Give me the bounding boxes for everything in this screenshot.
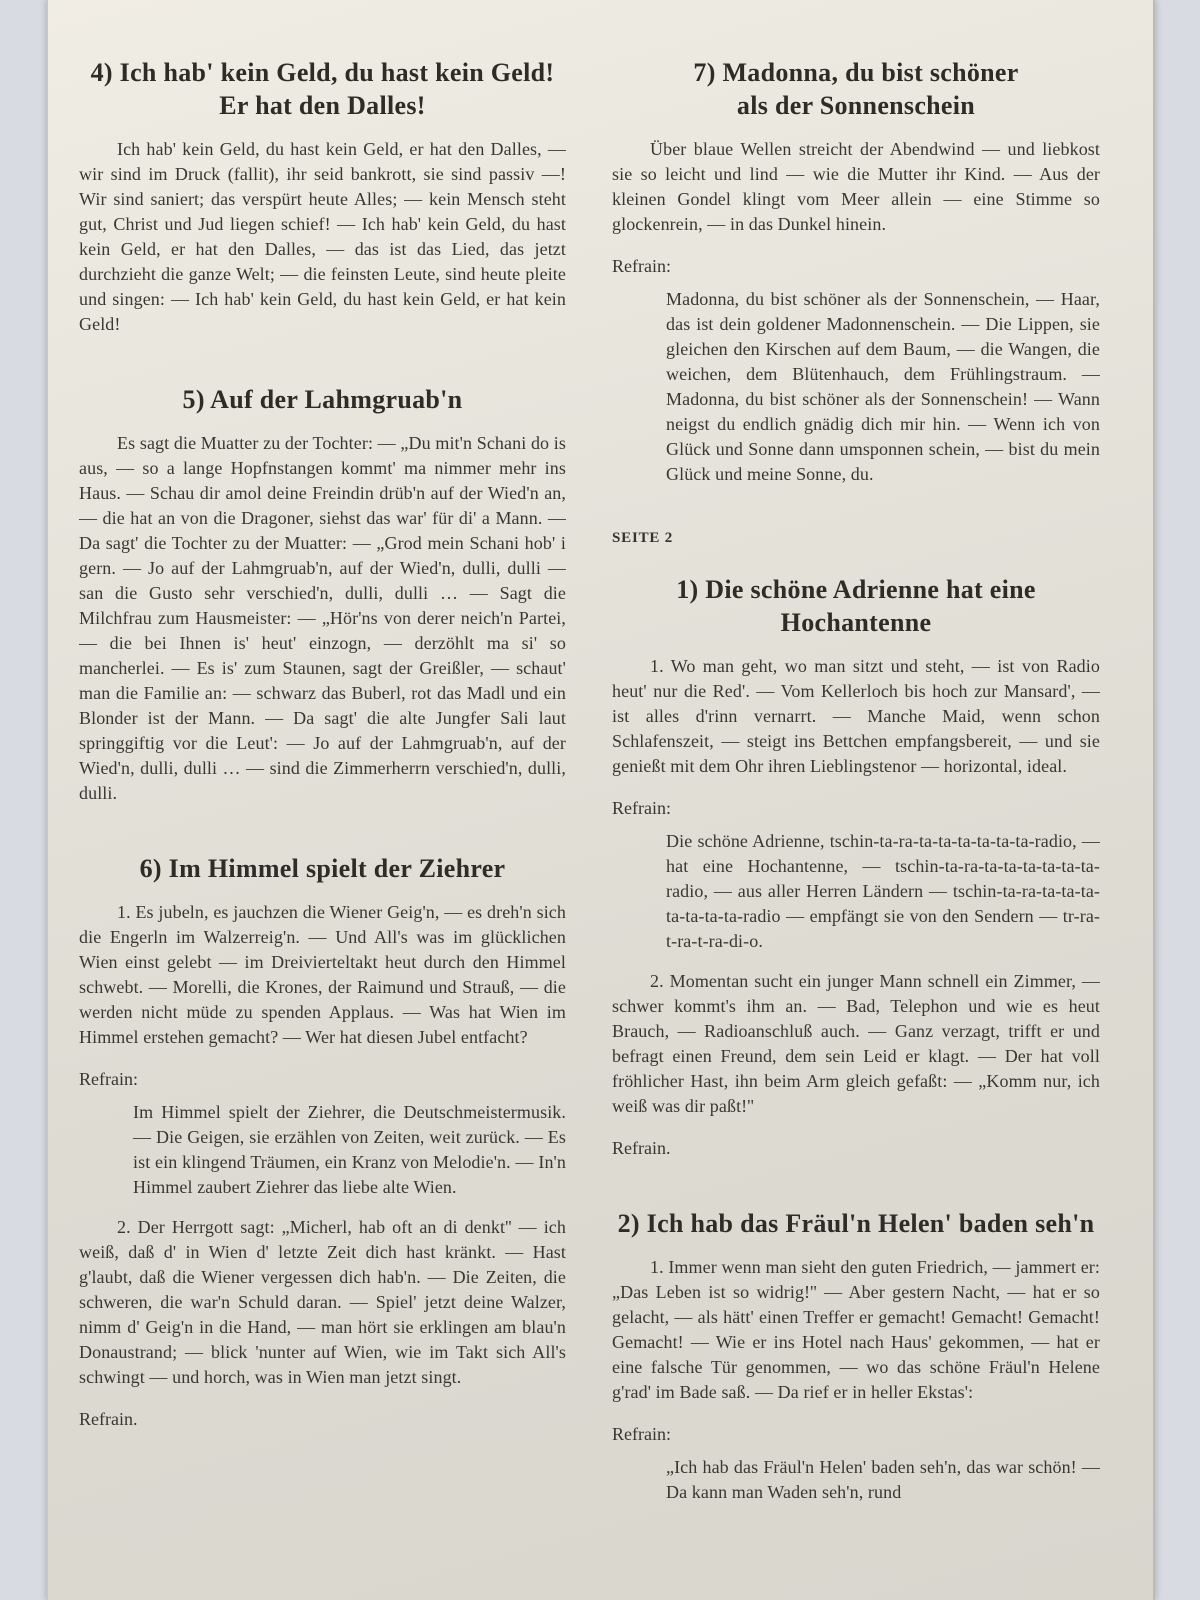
side2-song-1-verse-1: 1. Wo man geht, wo man sitzt und steht, — ist von Radio heut' nur die Red'. — Vom Kellerloch bis hoch zur Mansard', — ist alles d'rinn vernarrt. — Manche Maid, wenn schon Schlafenszeit, — steigt ins Bettchen empfangsbereit, — und sie genießt mit dem Ohr ihren Lieblingstenor — horizontal, ideal. xyxy=(612,656,1100,776)
side2-song-1-title: 1) Die schöne Adrienne hat eine Hochantenne xyxy=(676,575,1036,637)
song-6-verse-2: 2. Der Herrgott sagt: „Micherl, hab oft an di denkt'' — ich weiß, daß d' in Wien d' letzte Zeit dich hast kränkt. — Hast g'laubt, daß die Wiener vergessen dich hab'n. — Die Zeiten, die schweren, die war'n Schuld daran. — Spiel' jetzt deine Walzer, nimm d' Geig'n in die Hand, — man hört sie erklingen am blau'n Donaustrand; — blick 'nunter auf Wien, wie im Takt sich All's schwingt — und horch, was in Wien man jetzt singt. xyxy=(79,1217,566,1387)
song-7-verse-1: Über blaue Wellen streicht der Abendwind — und liebkost sie so leicht und lind — wie die Mutter ihr Kind. — Aus der kleinen Gondel klingt vom Meer allein — eine Stimme so glockenrein, — in das Dunkel hinein. xyxy=(612,139,1100,234)
side2-song-2 xyxy=(612,1207,1100,1505)
song-6-verse-1: 1. Es jubeln, es jauchzen die Wiener Geig'n, — es dreh'n sich die Engerln im Walzerreig'n. — Und All's was im glücklichen Wien einst gelebt — im Dreivierteltakt heut durch den Himmel schwebt. — Morelli, die Krones, der Raimund und Strauß, — die werden nicht müde zu spenden Applaus. — Was hat Wien im Himmel erstehen gemacht? — Wer hat diesen Jubel entfacht? xyxy=(79,902,566,1047)
song-4 xyxy=(79,56,566,337)
song-5-title: 5) Auf der Lahmgruab'n xyxy=(182,385,463,414)
side-2-label: SEITE 2 xyxy=(612,530,674,546)
side2-song-1-refrain-reference: Refrain. xyxy=(612,1138,671,1158)
song-4-title-line-2: Er hat den Dalles! xyxy=(219,91,426,120)
side2-song-2-refrain-label: Refrain: xyxy=(612,1424,671,1444)
side2-song-1-refrain-label: Refrain: xyxy=(612,798,671,818)
song-6-title: 6) Im Himmel spielt der Ziehrer xyxy=(139,854,506,883)
song-7-refrain: Madonna, du bist schöner als der Sonnenschein, — Haar, das ist dein goldener Madonnenschein. — Die Lippen, sie gleichen den Kirschen auf dem Baum, — die Wangen, die weichen, dem Blütenhauch, dem Frühlingstraum. — Madonna, du bist schöner als der Sonnenschein! — Wann neigst du endlich gnädig dich mir hin. — Wenn ich von Glück und Sonne dann umsponnen schein, — bist du mein Glück und meine Sonne, du. xyxy=(666,289,1100,484)
song-5 xyxy=(79,383,566,806)
side2-song-2-title: 2) Ich hab das Fräul'n Helen' baden seh'n xyxy=(617,1209,1095,1238)
song-6-refrain: Im Himmel spielt der Ziehrer, die Deutschmeistermusik. — Die Geigen, sie erzählen von Zeiten, weit zurück. — Es ist ein klingend Träumen, ein Kranz von Melodie'n. — In'n Himmel zaubert Ziehrer das liebe alte Wien. xyxy=(133,1102,566,1197)
left-column xyxy=(79,56,566,1505)
song-7-title-line-2: als der Sonnenschein xyxy=(736,91,976,120)
side2-song-2-verse-1: 1. Immer wenn man sieht den guten Friedrich, — jammert er: „Das Leben ist so widrig!'' — Aber gestern Nacht, — hat er so gelacht, — als hätt' einen Treffer er gemacht! Gemacht! Gemacht! Gemacht! — Wie er ins Hotel nach Haus' gekommen, — hat er eine falsche Tür genommen, — wo das schöne Fräul'n Helene g'rad' im Bade saß. — Da rief er in heller Ekstas': xyxy=(612,1257,1100,1402)
song-5-verse-1: Es sagt die Muatter zu der Tochter: — „Du mit'n Schani do is aus, — so a lange Hopfnstangen kommt' ma nimmer mehr ins Haus. — Schau dir amol deine Freindin drüb'n auf der Wied'n an, — die hat an von die Dragoner, siehst das war' für di' a Mann. — Da sagt' die Tochter zu der Muatter: — „Grod mein Schani hob' i gern. — Jo auf der Lahmgruab'n, auf der Wied'n, dulli, dulli — san die Gusto sehr verschied'n, dulli, dulli … — Sagt die Milchfrau zum Hausmeister: — „Hör'ns von derer neich'n Partei, — die bei Ihnen is' heut' einzogn, — derzöhlt ma si' so mancherlei. — Es is' zum Staunen, sagt der Greißler, — schaut' man die Familie an: — schwarz das Buberl, rot das Madl und ein Blonder ist der Mann. — Da sagt' die alte Jungfer Sali laut springgiftig vor die Leut': — Jo auf der Lahmgruab'n, auf der Wied'n, dulli, dulli … — sind die Zimmerherrn verschied'n, dulli, dulli. xyxy=(79,433,566,803)
song-7-title xyxy=(612,56,1100,122)
song-6 xyxy=(79,852,566,1432)
song-6-refrain-label: Refrain: xyxy=(79,1069,138,1089)
page-paper xyxy=(47,0,1155,1600)
song-7-refrain-label: Refrain: xyxy=(612,256,671,276)
page-content xyxy=(48,0,1153,1505)
side2-song-1-verse-2: 2. Momentan sucht ein junger Mann schnell ein Zimmer, — schwer kommt's ihm an. — Bad, Telephon und wie es heut Brauch, — Radioanschluß auch. — Ganz verzagt, trifft er und befragt einen Freund, dem sein Leid er klagt. — Der hat voll fröhlicher Hast, ihn beim Arm gleich gefaßt: — „Komm nur, ich weiß was dir paßt!'' xyxy=(612,971,1100,1116)
song-7-title-line-1: 7) Madonna, du bist schöner xyxy=(693,58,1019,87)
song-4-title-line-1: 4) Ich hab' kein Geld, du hast kein Geld! xyxy=(90,58,555,87)
side2-song-1 xyxy=(612,573,1100,1161)
right-column xyxy=(612,56,1100,1505)
song-4-title xyxy=(79,56,566,122)
song-7 xyxy=(612,56,1100,487)
side2-song-2-refrain: „Ich hab das Fräul'n Helen' baden seh'n, das war schön! — Da kann man Waden seh'n, rund xyxy=(666,1457,1100,1502)
song-6-refrain-reference: Refrain. xyxy=(79,1409,138,1429)
song-4-verse-1: Ich hab' kein Geld, du hast kein Geld, er hat den Dalles, — wir sind im Druck (fallit), ihr seid bankrott, sie sind passiv —! Wir sind saniert; das verspürt heute Alles; — kein Mensch steht gut, Christ und Jud liegen schief! — Ich hab' kein Geld, du hast kein Geld, er hat den Dalles, — das ist das Lied, das jetzt durchzieht die ganze Welt; — die feinsten Leute, sind heute pleite und singen: — Ich hab' kein Geld, du hast kein Geld, er hat kein Geld! xyxy=(79,139,566,334)
side2-song-1-refrain: Die schöne Adrienne, tschin-ta-ra-ta-ta-ta-ta-ta-ta-radio, — hat eine Hochantenne, — tschin-ta-ra-ta-ta-ta-ta-ta-ta-radio, — aus aller Herren Ländern — tschin-ta-ra-ta-ta-ta-ta-ta-ta-ta-radio — empfängt sie von den Sendern — tr-ra-t-ra-t-ra-di-o. xyxy=(666,831,1100,951)
